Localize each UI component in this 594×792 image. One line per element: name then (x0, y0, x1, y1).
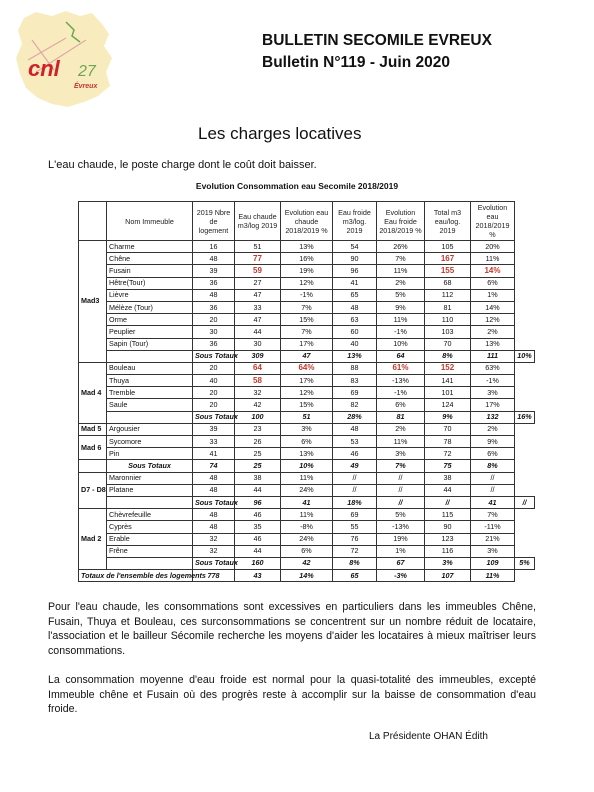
table-row (79, 301, 535, 313)
cell-value: 64 (235, 362, 281, 374)
cell-value: 19% (377, 533, 425, 545)
cell-value: 90 (425, 521, 471, 533)
cell-value: 44 (235, 484, 281, 496)
cell-value: 11% (281, 509, 333, 521)
cell-value: 74 (193, 460, 235, 472)
subtotal-label: Sous Totaux (193, 557, 235, 569)
cell-value: 43 (235, 570, 281, 582)
table-row (79, 436, 535, 448)
group-label: Mad3 (79, 241, 107, 363)
cell-value: 32 (235, 387, 281, 399)
cell-value: 6% (471, 277, 515, 289)
cell-value: // (333, 472, 377, 484)
cell-value: 72 (425, 448, 471, 460)
cell-value: 152 (425, 362, 471, 374)
cell-value: 2% (471, 326, 515, 338)
cell-value: 75 (425, 460, 471, 472)
cell-value: 36 (193, 338, 235, 350)
building-name: Fusain (107, 265, 193, 277)
cell-value: 48 (333, 423, 377, 435)
cell-value: 19% (281, 265, 333, 277)
cell-value: 51 (281, 411, 333, 423)
cell-value: 5% (377, 509, 425, 521)
table-row (79, 253, 535, 265)
cell-value: 20 (193, 387, 235, 399)
table-header-row (79, 202, 535, 241)
signature: La Présidente OHAN Édith (369, 731, 488, 742)
cell-value: 65 (333, 289, 377, 301)
cell-value: 42 (281, 557, 333, 569)
cell-value: // (515, 496, 535, 508)
cell-value: 41 (193, 448, 235, 460)
column-header: Evolution eau chaude 2018/2019 % (281, 202, 333, 241)
cell-value: 11% (471, 570, 515, 582)
cell-value: 68 (425, 277, 471, 289)
column-header: Eau froide m3/log. 2019 (333, 202, 377, 241)
bulletin-header (262, 30, 492, 74)
cell-value: 1% (377, 545, 425, 557)
table-row (79, 362, 535, 374)
group-label: Mad 6 (79, 436, 107, 460)
table-row (79, 326, 535, 338)
building-name: Sapin (Tour) (107, 338, 193, 350)
cell-value: 24% (281, 484, 333, 496)
cell-value: 26 (235, 436, 281, 448)
cell-value: 23 (235, 423, 281, 435)
cell-value: 25 (235, 448, 281, 460)
cell-value: 10% (515, 350, 535, 362)
table-body (79, 241, 535, 582)
building-name: Charme (107, 241, 193, 253)
building-name: Bouleau (107, 362, 193, 374)
cell-value: -13% (377, 375, 425, 387)
cell-value: 5% (377, 289, 425, 301)
cell-value: 16% (281, 253, 333, 265)
table-row (79, 277, 535, 289)
building-name: Platane (107, 484, 193, 496)
cell-value: 15% (281, 314, 333, 326)
cell-value: 47 (235, 314, 281, 326)
column-header: Eau chaude m3/log 2019 (235, 202, 281, 241)
cell-value: 111 (471, 350, 515, 362)
cell-value: 49 (333, 460, 377, 472)
cell-value: 10% (377, 338, 425, 350)
building-name: Saule (107, 399, 193, 411)
subtotal-label: Sous Totaux (193, 496, 235, 508)
cell-value: 105 (425, 241, 471, 253)
cell-value: 60 (333, 326, 377, 338)
cell-value: 69 (333, 387, 377, 399)
cell-value: 41 (333, 277, 377, 289)
cell-value: // (471, 484, 515, 496)
building-name: Peuplier (107, 326, 193, 338)
cell-value: 7% (281, 301, 333, 313)
logo-cnl-text: cnl (28, 56, 60, 81)
cell-value: 65 (333, 570, 377, 582)
cell-value: 9% (377, 301, 425, 313)
cell-value: 16% (515, 411, 535, 423)
cell-value: 2% (377, 277, 425, 289)
cell-value: 33 (193, 436, 235, 448)
cell-value: 14% (471, 265, 515, 277)
cell-value: 35 (235, 521, 281, 533)
cell-value: 27 (235, 277, 281, 289)
cell-value: 109 (471, 557, 515, 569)
cell-value: 309 (235, 350, 281, 362)
cell-value: 12% (281, 387, 333, 399)
building-name: Maronnier (107, 472, 193, 484)
cell-value: -1% (471, 375, 515, 387)
cell-value: 47 (281, 350, 333, 362)
cell-value: 11% (377, 314, 425, 326)
cell-value: 13% (333, 350, 377, 362)
cell-value: 38 (425, 472, 471, 484)
cell-value: 44 (235, 545, 281, 557)
cell-value: 63 (333, 314, 377, 326)
cell-value: 8% (333, 557, 377, 569)
building-name: Lièvre (107, 289, 193, 301)
group-label: Mad 4 (79, 362, 107, 423)
cell-value: 10% (281, 460, 333, 472)
consumption-table (78, 201, 535, 582)
building-name: Chèvrefeuille (107, 509, 193, 521)
section-title: Les charges locatives (198, 124, 362, 143)
cell-value: 20 (193, 314, 235, 326)
cell-value: 7% (377, 253, 425, 265)
table-row (79, 423, 535, 435)
cell-value: 48 (193, 484, 235, 496)
cell-value: 96 (333, 265, 377, 277)
cell-value: 48 (333, 301, 377, 313)
grand-total-row (79, 570, 535, 582)
cell-value: 39 (193, 423, 235, 435)
cell-value: 69 (333, 509, 377, 521)
header-title: BULLETIN SECOMILE EVREUX (262, 32, 492, 49)
cell-value: 78 (425, 436, 471, 448)
cell-value: 48 (193, 472, 235, 484)
cell-value: 101 (425, 387, 471, 399)
cell-value: // (377, 472, 425, 484)
cell-value: 3% (377, 448, 425, 460)
building-name: Chêne (107, 253, 193, 265)
cell-value: -13% (377, 521, 425, 533)
cell-value: 13% (281, 241, 333, 253)
cell-value: 41 (281, 496, 333, 508)
building-name: Frêne (107, 545, 193, 557)
cell-value: 48 (193, 253, 235, 265)
cell-value: 15% (281, 399, 333, 411)
table-row (79, 265, 535, 277)
cell-value: 25 (235, 460, 281, 472)
cell-value: 96 (235, 496, 281, 508)
column-header: Nom Immeuble (107, 202, 193, 241)
logo-number-text: 27 (78, 63, 96, 80)
cell-value: 6% (281, 436, 333, 448)
cell-value: 8% (425, 350, 471, 362)
cell-value: 14% (471, 301, 515, 313)
cell-value: 11% (281, 472, 333, 484)
cell-value: 21% (471, 533, 515, 545)
cell-value: 20% (471, 241, 515, 253)
building-name: Argousier (107, 423, 193, 435)
cell-value: 124 (425, 399, 471, 411)
cell-value: 3% (425, 557, 471, 569)
cell-value: 167 (425, 253, 471, 265)
table-row (79, 338, 535, 350)
building-name: Sycomore (107, 436, 193, 448)
cell-value: 48 (193, 521, 235, 533)
cell-value: 17% (281, 338, 333, 350)
cell-value: 36 (193, 301, 235, 313)
cell-value: 17% (281, 375, 333, 387)
table-row (79, 399, 535, 411)
subtotal-row (79, 460, 535, 472)
cell-value: 24% (281, 533, 333, 545)
cell-value: 30 (235, 338, 281, 350)
subtotal-label: Sous Totaux (193, 411, 235, 423)
cell-value: 3% (471, 545, 515, 557)
cell-value: 64 (377, 350, 425, 362)
cell-value: 58 (235, 375, 281, 387)
cell-value: 17% (471, 399, 515, 411)
cell-value: 77 (235, 253, 281, 265)
cell-value: 11% (471, 253, 515, 265)
cell-value: -8% (281, 521, 333, 533)
building-name: Pin (107, 448, 193, 460)
group-header (79, 202, 107, 241)
column-header: Total m3 eau/log. 2019 (425, 202, 471, 241)
cell-value: 44 (235, 326, 281, 338)
cell-value: 70 (425, 338, 471, 350)
building-name: Erable (107, 533, 193, 545)
cell-value: 116 (425, 545, 471, 557)
cell-value: 32 (193, 533, 235, 545)
cell-value: 82 (333, 399, 377, 411)
cell-value: 81 (425, 301, 471, 313)
cell-value: 51 (235, 241, 281, 253)
subtotal-row (79, 557, 535, 569)
cell-value: 32 (193, 545, 235, 557)
cell-value: 36 (193, 277, 235, 289)
cell-value: // (471, 472, 515, 484)
table-row (79, 241, 535, 253)
cell-value: 67 (377, 557, 425, 569)
cell-value: 13% (471, 338, 515, 350)
table-row (79, 472, 535, 484)
cell-value: 81 (377, 411, 425, 423)
cell-value: 7% (471, 509, 515, 521)
table-row (79, 545, 535, 557)
cell-value: 83 (333, 375, 377, 387)
cell-value: 30 (193, 326, 235, 338)
cell-value: 13% (281, 448, 333, 460)
cell-value: 5% (515, 557, 535, 569)
column-header: Evolution eau 2018/2019 % (471, 202, 515, 241)
table-row (79, 509, 535, 521)
cell-value: 70 (425, 423, 471, 435)
cell-value: 46 (235, 509, 281, 521)
paragraph-cold-water: La consommation moyenne d'eau froide est normal pour la quasi-totalité des immeubles, excepté Immeuble chêne et Fusain où des progrès reste à accomplir sur la baisse de consommation d'eau froide. (48, 674, 536, 715)
cell-value: 9% (471, 436, 515, 448)
cell-value: 46 (333, 448, 377, 460)
building-name: Cyprès (107, 521, 193, 533)
cell-value: -3% (377, 570, 425, 582)
cell-value: 115 (425, 509, 471, 521)
cell-value: // (377, 496, 425, 508)
cell-value: 11% (377, 265, 425, 277)
subtotal-label: Sous Totaux (193, 350, 235, 362)
cell-value: 48 (193, 289, 235, 301)
cell-value: 42 (235, 399, 281, 411)
group-label (107, 350, 193, 362)
cell-value: 3% (471, 387, 515, 399)
group-label: D7 - D8 (79, 472, 107, 509)
cell-value: 64% (281, 362, 333, 374)
cell-value: -1% (377, 326, 425, 338)
cell-value: 2% (471, 423, 515, 435)
cell-value: // (333, 484, 377, 496)
cell-value: 123 (425, 533, 471, 545)
cell-value: 12% (281, 277, 333, 289)
cell-value: 3% (281, 423, 333, 435)
cell-value: 41 (471, 496, 515, 508)
cell-value: 59 (235, 265, 281, 277)
header-issue: Bulletin N°119 - Juin 2020 (262, 54, 450, 71)
cell-value: 54 (333, 241, 377, 253)
table-row (79, 484, 535, 496)
cell-value: 9% (425, 411, 471, 423)
cell-value: 100 (235, 411, 281, 423)
cell-value: 103 (425, 326, 471, 338)
cell-value: 18% (333, 496, 377, 508)
cell-value: 90 (333, 253, 377, 265)
cell-value: 33 (235, 301, 281, 313)
table-row (79, 289, 535, 301)
subtotal-row (79, 350, 535, 362)
cell-value: 141 (425, 375, 471, 387)
cell-value: 44 (425, 484, 471, 496)
cell-value: 53 (333, 436, 377, 448)
cell-value: 40 (333, 338, 377, 350)
column-header: 2019 Nbre de logement (193, 202, 235, 241)
cnl27-logo (14, 10, 124, 110)
building-name: Tremble (107, 387, 193, 399)
building-name: Thuya (107, 375, 193, 387)
cell-value: 46 (235, 533, 281, 545)
building-name: Hêtre(Tour) (107, 277, 193, 289)
cell-value: 39 (193, 265, 235, 277)
cell-value: 55 (333, 521, 377, 533)
subtotal-label: Sous Totaux (107, 460, 193, 472)
cell-value: 20 (193, 399, 235, 411)
cell-value: 72 (333, 545, 377, 557)
cell-value: 47 (235, 289, 281, 301)
cell-value: 88 (333, 362, 377, 374)
group-label: Mad 5 (79, 423, 107, 435)
cell-value: 8% (471, 460, 515, 472)
building-name: Mélèze (Tour) (107, 301, 193, 313)
cell-value: -1% (377, 387, 425, 399)
table-row (79, 521, 535, 533)
paragraph-hot-water: Pour l'eau chaude, les consommations sont excessives en particuliers dans les immeubles Chêne, Fusain, Thuya et Bouleau, ces surconsommations se concentrent sur un nombre réduit de locataire, l'association et le bailleur Sécomile recherche les moyens d'aider les locataires à mieux maîtriser leurs consommations. (48, 601, 536, 657)
cell-value: // (425, 496, 471, 508)
cell-value: 48 (193, 509, 235, 521)
cell-value: 38 (235, 472, 281, 484)
subtotal-row (79, 411, 535, 423)
cell-value: -11% (471, 521, 515, 533)
group-label (79, 460, 107, 472)
cell-value: 61% (377, 362, 425, 374)
cell-value: 28% (333, 411, 377, 423)
cell-value: 778 (193, 570, 235, 582)
table-row (79, 533, 535, 545)
table-row (79, 448, 535, 460)
group-label: Mad 2 (79, 509, 107, 570)
cell-value: 112 (425, 289, 471, 301)
cell-value: 6% (471, 448, 515, 460)
cell-value: 40 (193, 375, 235, 387)
cell-value: 110 (425, 314, 471, 326)
table-title: Evolution Consommation eau Secomile 2018/2019 (195, 181, 399, 191)
cell-value: 132 (471, 411, 515, 423)
cell-value: 6% (377, 399, 425, 411)
building-name: Orme (107, 314, 193, 326)
cell-value: 2% (377, 423, 425, 435)
cell-value: // (377, 484, 425, 496)
cell-value: 155 (425, 265, 471, 277)
cell-value: 7% (377, 460, 425, 472)
cell-value: 1% (471, 289, 515, 301)
cell-value: 16 (193, 241, 235, 253)
subtotal-row (79, 496, 535, 508)
group-label (107, 496, 193, 508)
cell-value: 20 (193, 362, 235, 374)
cell-value: 107 (425, 570, 471, 582)
cell-value: 7% (281, 326, 333, 338)
cell-value: 11% (377, 436, 425, 448)
cell-value: 76 (333, 533, 377, 545)
cell-value: 6% (281, 545, 333, 557)
cell-value: 26% (377, 241, 425, 253)
table-row (79, 314, 535, 326)
table-row (79, 375, 535, 387)
cell-value: 160 (235, 557, 281, 569)
group-label (107, 411, 193, 423)
group-label (107, 557, 193, 569)
cell-value: 14% (281, 570, 333, 582)
cell-value: 63% (471, 362, 515, 374)
intro-text: L'eau chaude, le poste charge dont le coût doit baisser. (48, 159, 317, 171)
logo-city-text: Évreux (74, 83, 98, 90)
column-header: Evolution Eau froide 2018/2019 % (377, 202, 425, 241)
cell-value: 12% (471, 314, 515, 326)
row-label: Totaux de l'ensemble des logements (79, 570, 193, 582)
table-row (79, 387, 535, 399)
cell-value: -1% (281, 289, 333, 301)
